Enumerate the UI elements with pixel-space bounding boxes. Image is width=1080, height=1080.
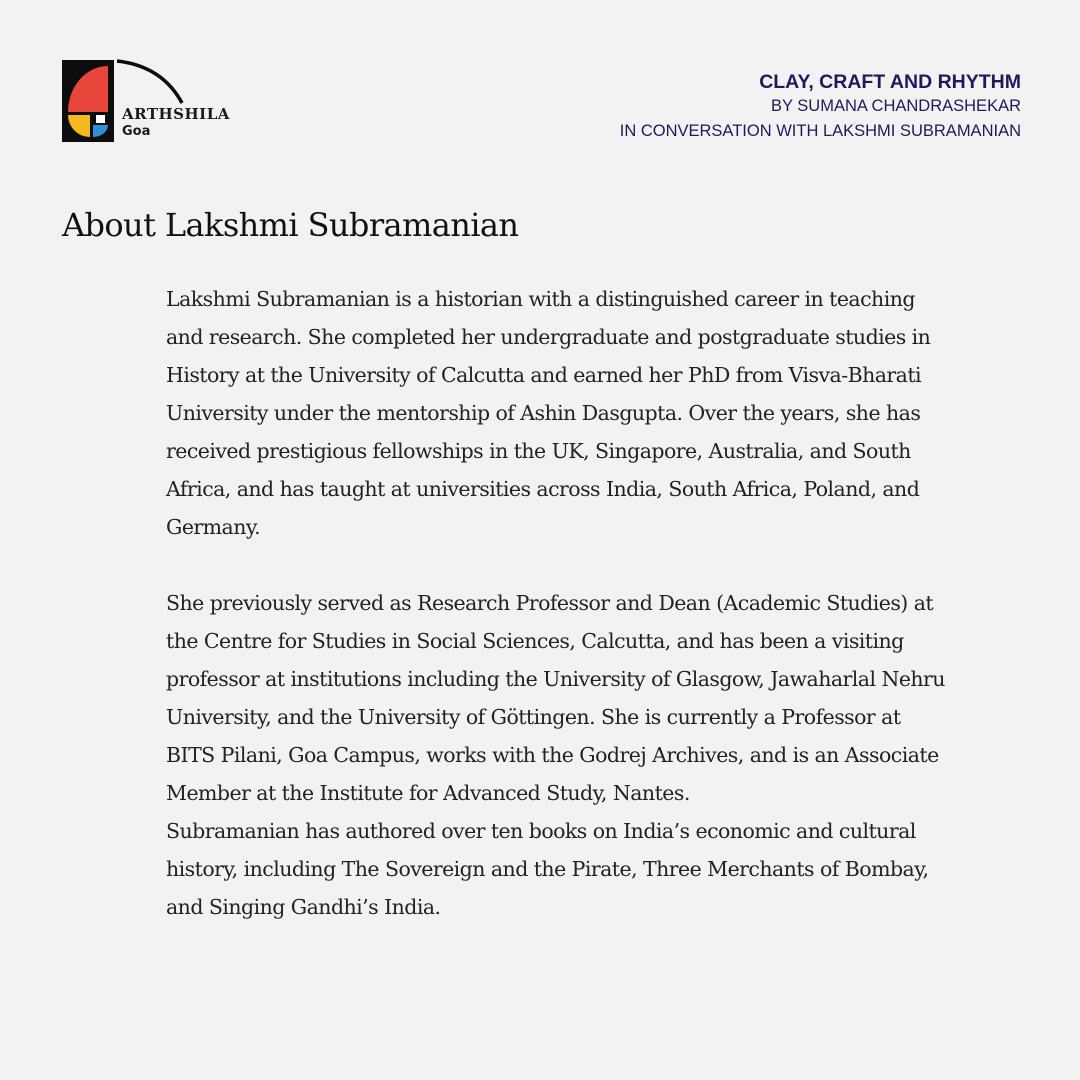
biography (166, 280, 1026, 926)
bio-paragraph-2 (166, 584, 1026, 812)
bio-line: Germany. (166, 515, 261, 539)
bio-line: History at the University of Calcutta and earned her PhD from Visva-Bharati (166, 363, 922, 387)
logo-name: ARTHSHILA (122, 105, 230, 123)
logo-location: Goa (122, 124, 151, 139)
bio-line: the Centre for Studies in Social Sciences, Calcutta, and has been a visiting (166, 629, 904, 653)
arthshila-logo (62, 58, 232, 144)
event-byline: BY SUMANA CHANDRASHEKAR (770, 97, 1021, 115)
bio-line: history, including The Sovereign and the Pirate, Three Merchants of Bombay, (166, 857, 929, 881)
bio-line: Lakshmi Subramanian is a historian with a distinguished career in teaching (166, 287, 915, 311)
event-title: CLAY, CRAFT AND RHYTHM (759, 71, 1021, 93)
bio-line: Subramanian has authored over ten books on India’s economic and cultural (166, 819, 916, 843)
bio-line: Africa, and has taught at universities across India, South Africa, Poland, and (166, 477, 920, 501)
bio-paragraph-1 (166, 280, 1026, 546)
paragraph-gap (166, 546, 1026, 584)
bio-line: and Singing Gandhi’s India. (166, 895, 441, 919)
bio-line: Member at the Institute for Advanced Study, Nantes. (166, 781, 690, 805)
bio-line: BITS Pilani, Goa Campus, works with the Godrej Archives, and is an Associate (166, 743, 939, 767)
bio-line: University, and the University of Göttingen. She is currently a Professor at (166, 705, 901, 729)
bio-line: received prestigious fellowships in the UK, Singapore, Australia, and South (166, 439, 911, 463)
bio-line: and research. She completed her undergraduate and postgraduate studies in (166, 325, 931, 349)
bio-line: professor at institutions including the University of Glasgow, Jawaharlal Nehru (166, 667, 945, 691)
event-header (620, 70, 1021, 144)
bio-paragraph-3 (166, 812, 1026, 926)
page-heading: About Lakshmi Subramanian (62, 206, 519, 244)
bio-line: She previously served as Research Professor and Dean (Academic Studies) at (166, 591, 934, 615)
bio-line: University under the mentorship of Ashin Dasgupta. Over the years, she has (166, 401, 921, 425)
event-conversation: IN CONVERSATION WITH LAKSHMI SUBRAMANIAN (619, 122, 1021, 140)
